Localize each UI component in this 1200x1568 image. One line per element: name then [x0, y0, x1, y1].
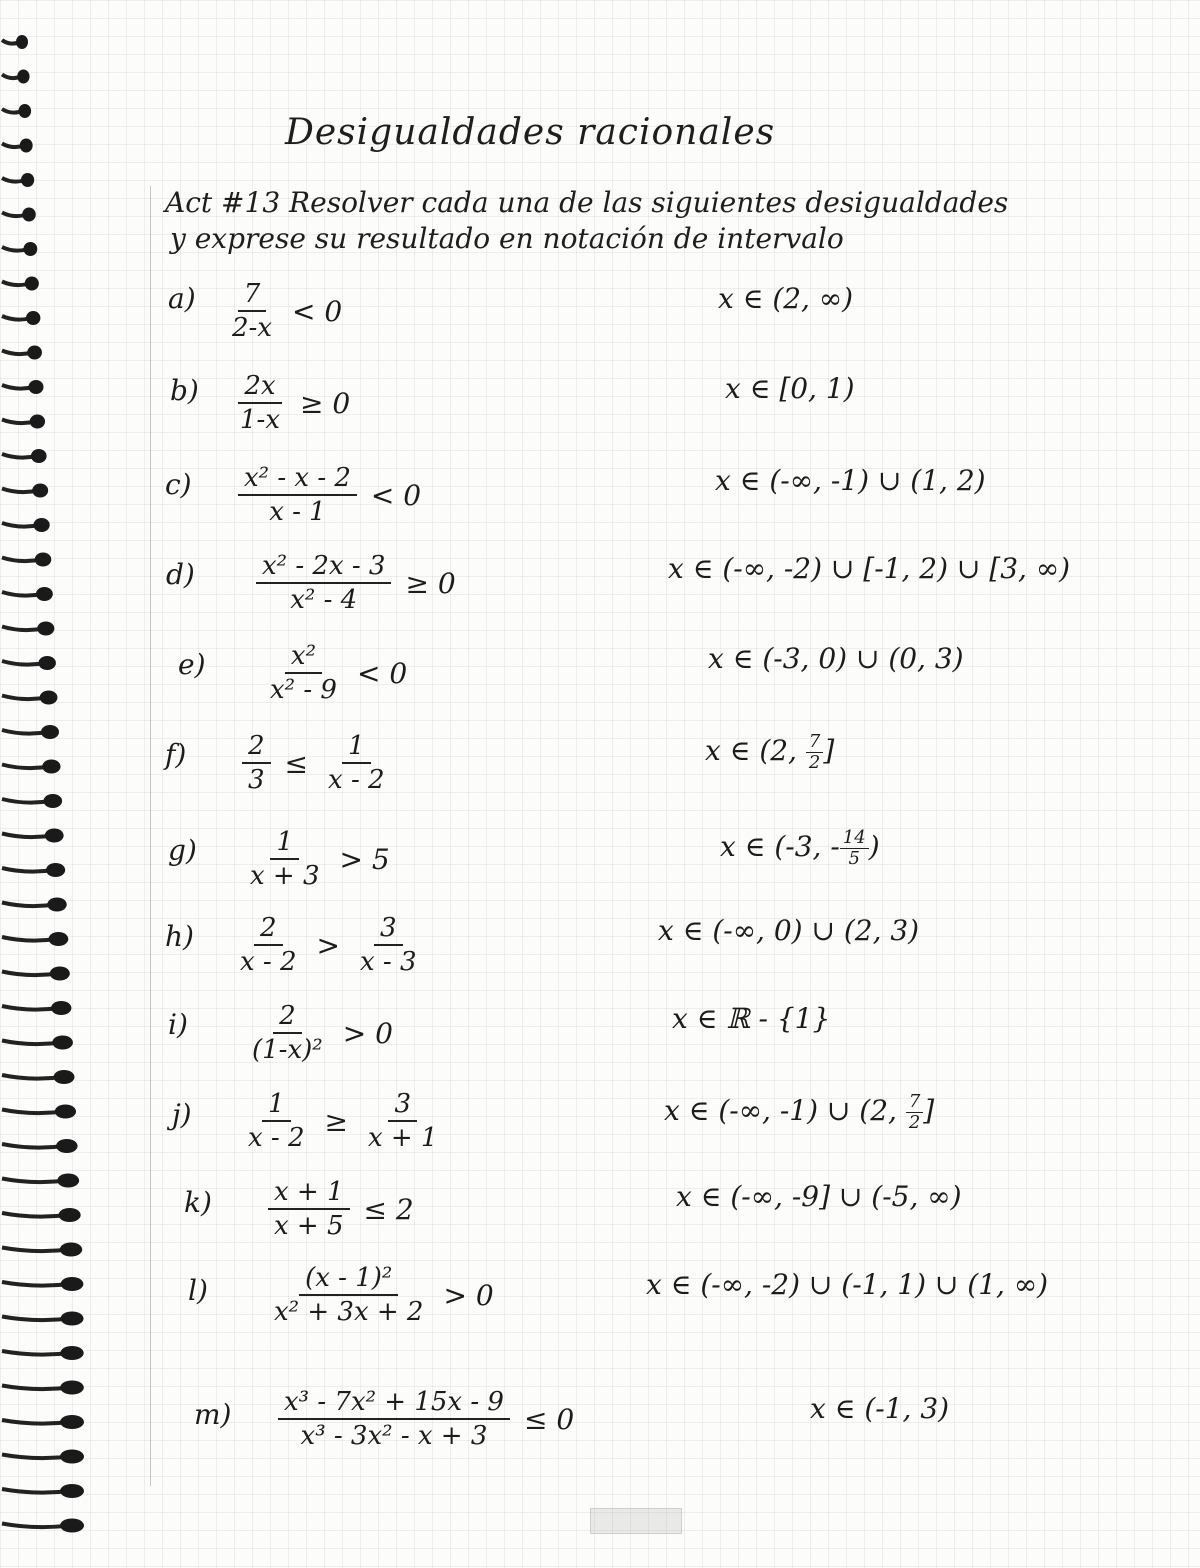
fraction	[278, 1386, 510, 1452]
numerator: x² - 2x - 3	[256, 550, 391, 584]
fraction	[268, 1262, 429, 1328]
problem-j	[0, 1088, 1200, 1168]
problem-label: m)	[194, 1398, 232, 1431]
faint-stamp	[590, 1508, 682, 1534]
relation: >	[316, 928, 340, 962]
answer: x ∈ (2, ∞)	[718, 282, 854, 315]
answer-fraction-den: 2	[808, 752, 821, 773]
relation: < 0	[292, 294, 343, 328]
problem-expression	[272, 1386, 582, 1452]
relation: > 5	[339, 842, 390, 876]
problem-i	[0, 1000, 1200, 1080]
denominator: x³ - 3x² - x + 3	[300, 1421, 488, 1451]
denominator: (1-x)²	[252, 1035, 323, 1065]
spiral-ring	[2, 70, 30, 84]
fraction	[268, 1176, 350, 1242]
fraction	[256, 550, 391, 616]
answer	[664, 1092, 934, 1133]
problem-label: d)	[166, 558, 195, 591]
denominator: x - 2	[240, 947, 297, 977]
problem-k	[0, 1176, 1200, 1256]
problem-expression	[232, 462, 429, 528]
instructions-line-1: Act #13 Resolver cada una de las siguientes desigualdades	[165, 186, 1009, 219]
numerator: 2x	[238, 370, 281, 404]
answer-prefix: x ∈ (-3, -	[720, 830, 840, 863]
problem-label: h)	[165, 920, 194, 953]
fraction-right	[322, 730, 391, 796]
spiral-ring	[2, 449, 47, 463]
denominator: x² + 3x + 2	[274, 1297, 424, 1327]
answer-fraction	[840, 828, 869, 869]
relation: ≤ 2	[363, 1192, 414, 1226]
answer: x ∈ (-∞, -2) ∪ [-1, 2) ∪ [3, ∞)	[668, 552, 1071, 585]
problem-l	[0, 1262, 1200, 1342]
numerator: 1	[342, 730, 371, 764]
problem-expression	[258, 640, 415, 706]
fraction	[244, 826, 326, 892]
relation: ≥ 0	[300, 386, 351, 420]
problem-label: k)	[184, 1186, 212, 1219]
answer-prefix: x ∈ (2,	[705, 734, 806, 767]
denominator: 2-x	[232, 313, 272, 343]
numerator: 2	[242, 730, 271, 764]
fraction-right	[362, 1088, 444, 1154]
numerator: 2	[273, 1000, 302, 1034]
answer: x ∈ (-∞, -2) ∪ (-1, 1) ∪ (1, ∞)	[646, 1268, 1049, 1301]
problem-expression	[220, 278, 350, 344]
problem-label: c)	[165, 468, 192, 501]
denominator: 3	[248, 765, 265, 795]
relation: ≥	[324, 1104, 348, 1138]
answer-fraction-den: 5	[848, 848, 860, 869]
numerator: 7	[238, 278, 267, 312]
spiral-ring	[2, 242, 37, 256]
problem-label: j)	[172, 1098, 192, 1131]
numerator: 3	[388, 1088, 417, 1122]
answer-fraction-den: 2	[908, 1112, 921, 1133]
fraction-left	[242, 1088, 311, 1154]
denominator: x² - 9	[270, 675, 337, 705]
relation: < 0	[356, 656, 408, 690]
fraction	[234, 370, 286, 436]
denominator: x - 2	[248, 1123, 305, 1153]
relation: > 0	[342, 1016, 393, 1050]
denominator: x + 1	[368, 1123, 438, 1153]
spiral-ring	[2, 139, 33, 153]
denominator: x + 3	[250, 861, 320, 891]
answer-suffix: ]	[923, 1094, 935, 1127]
spiral-ring	[2, 1519, 84, 1533]
problem-h	[0, 912, 1200, 992]
answer: x ∈ (-∞, -9] ∪ (-5, ∞)	[676, 1180, 962, 1213]
spiral-ring	[2, 104, 31, 118]
problem-expression	[236, 1088, 450, 1154]
problem-expression	[236, 730, 397, 796]
problem-expression	[250, 550, 464, 616]
problem-expression	[262, 1262, 502, 1328]
fraction-left	[242, 730, 271, 796]
answer: x ∈ [0, 1)	[725, 372, 855, 405]
problem-label: i)	[168, 1008, 188, 1041]
numerator: x² - x - 2	[238, 462, 357, 496]
fraction-left	[234, 912, 303, 978]
fraction	[238, 462, 357, 528]
numerator: 2	[254, 912, 283, 946]
fraction	[264, 640, 343, 706]
problem-m	[0, 1386, 1200, 1466]
instructions-line-2: y exprese su resultado en notación de intervalo	[170, 222, 844, 255]
denominator: x - 3	[360, 947, 417, 977]
numerator: (x - 1)²	[299, 1262, 398, 1296]
answer: x ∈ ℝ - {1}	[672, 1002, 831, 1035]
problem-f	[0, 730, 1200, 810]
answer-prefix: x ∈ (-∞, -1) ∪ (2,	[664, 1094, 906, 1127]
problem-label: g)	[168, 834, 197, 867]
answer-fraction-num: 7	[906, 1092, 923, 1113]
problem-expression	[240, 1000, 401, 1066]
answer-fraction-num: 14	[840, 828, 869, 849]
denominator: 1-x	[240, 405, 280, 435]
answer	[705, 732, 834, 773]
relation: < 0	[370, 478, 422, 512]
problem-expression	[238, 826, 398, 892]
answer: x ∈ (-∞, -1) ∪ (1, 2)	[715, 464, 986, 497]
answer-suffix: )	[868, 830, 880, 863]
numerator: x²	[285, 640, 322, 674]
problem-a	[0, 278, 1200, 358]
problem-label: f)	[165, 738, 187, 771]
problem-expression	[262, 1176, 422, 1242]
numerator: x³ - 7x² + 15x - 9	[278, 1386, 510, 1420]
spiral-ring	[2, 35, 28, 49]
problem-label: e)	[178, 648, 206, 681]
problem-label: l)	[188, 1274, 208, 1307]
denominator: x + 5	[274, 1211, 344, 1241]
problem-b	[0, 368, 1200, 448]
spiral-ring	[2, 1484, 84, 1498]
problem-expression	[228, 912, 429, 978]
relation: ≥ 0	[405, 566, 456, 600]
problem-expression	[228, 370, 358, 436]
answer	[720, 828, 880, 869]
spiral-ring	[2, 1346, 84, 1360]
answer-fraction	[806, 732, 823, 773]
problem-g	[0, 826, 1200, 906]
answer: x ∈ (-∞, 0) ∪ (2, 3)	[658, 914, 920, 947]
problem-e	[0, 640, 1200, 720]
relation: ≤	[284, 746, 309, 780]
relation: ≤ 0	[523, 1402, 575, 1436]
page-title: Desigualdades racionales	[285, 112, 776, 153]
problem-c	[0, 462, 1200, 542]
fraction-right	[354, 912, 423, 978]
answer: x ∈ (-3, 0) ∪ (0, 3)	[708, 642, 964, 675]
denominator: x² - 4	[290, 585, 358, 615]
fraction	[246, 1000, 329, 1066]
problem-d	[0, 550, 1200, 630]
fraction	[226, 278, 278, 344]
relation: > 0	[443, 1278, 494, 1312]
problem-label: a)	[168, 282, 196, 315]
answer: x ∈ (-1, 3)	[810, 1392, 950, 1425]
denominator: x - 1	[269, 497, 326, 527]
numerator: x + 1	[268, 1176, 350, 1210]
spiral-ring	[2, 173, 34, 187]
numerator: 1	[270, 826, 299, 860]
numerator: 1	[262, 1088, 291, 1122]
numerator: 3	[374, 912, 403, 946]
answer-fraction-num: 7	[806, 732, 823, 753]
answer-suffix: ]	[823, 734, 835, 767]
problem-label: b)	[170, 374, 199, 407]
denominator: x - 2	[328, 765, 385, 795]
answer-fraction	[906, 1092, 923, 1133]
spiral-ring	[2, 208, 36, 222]
